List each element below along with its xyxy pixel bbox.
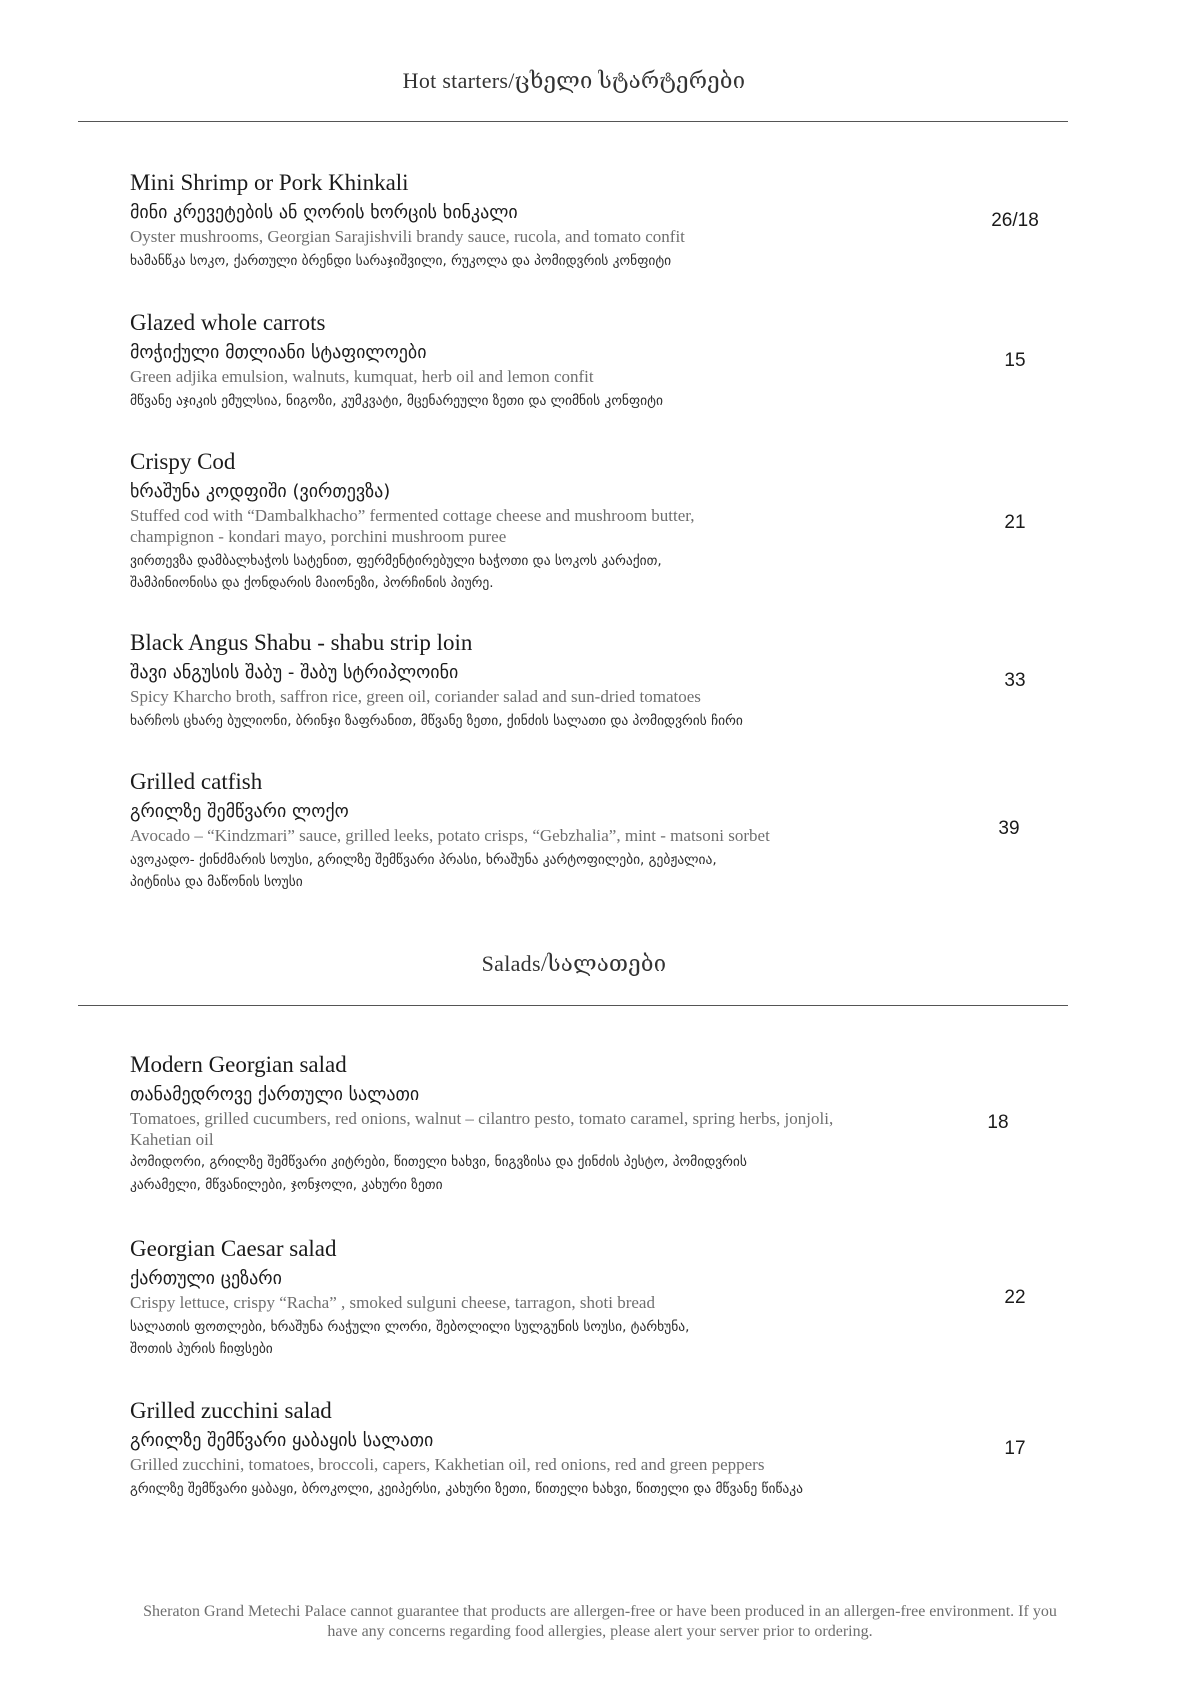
menu-item	[130, 628, 990, 733]
item-description-georgian: ავოკადო- ქინძმარის სოუსი, გრილზე შემწვარი პრასი, ხრაშუნა კარტოფილები, გებჟალია,	[130, 852, 717, 868]
item-name-georgian: შავი ანგუსის შაბუ - შაბუ სტრიპლოინი	[130, 662, 459, 683]
disclaimer-line: have any concerns regarding food allergies, please alert your server prior to ordering.	[327, 1623, 873, 1640]
item-description-georgian: ხამანწკა სოკო, ქართული ბრენდი სარაჯიშვილი, რუკოლა და პომიდვრის კონფიტი	[130, 253, 672, 269]
item-price: 39	[998, 818, 1020, 839]
item-name-georgian: ქართული ცეზარი	[130, 1268, 282, 1289]
item-name: Modern Georgian salad	[130, 1052, 347, 1077]
allergen-disclaimer	[70, 1602, 1130, 1642]
item-description-georgian: სალათის ფოთლები, ხრაშუნა რაჭული ლორი, შებოლილი სულგუნის სოუსი, ტარხუნა,	[130, 1319, 690, 1335]
item-name-georgian: თანამედროვე ქართული სალათი	[130, 1084, 420, 1105]
item-name: Grilled catfish	[130, 769, 263, 794]
item-name: Crispy Cod	[130, 449, 236, 474]
item-price: 21	[1004, 512, 1026, 533]
item-description: Crispy lettuce, crispy “Racha” , smoked sulguni cheese, tarragon, shoti bread	[130, 1293, 655, 1312]
disclaimer-line: Sheraton Grand Metechi Palace cannot guarantee that products are allergen-free or have been produced in an allergen-free environment. If you	[143, 1603, 1057, 1620]
menu-item	[130, 767, 990, 893]
item-description: Avocado – “Kindzmari” sauce, grilled leeks, potato crisps, “Gebzhalia”, mint - matsoni sorbet	[130, 826, 770, 845]
item-price: 18	[987, 1112, 1009, 1133]
menu-item	[130, 1050, 990, 1196]
section-title-salads: Salads/სალათები	[481, 951, 667, 976]
section-divider	[78, 1005, 1068, 1006]
item-price: 33	[1004, 670, 1026, 691]
item-description-georgian: შოთის პურის ჩიფსები	[130, 1341, 273, 1357]
item-description: Stuffed cod with “Dambalkhacho” fermented cottage cheese and mushroom butter,	[130, 506, 695, 525]
item-price: 15	[1004, 350, 1026, 371]
item-description: Oyster mushrooms, Georgian Sarajishvili brandy sauce, rucola, and tomato confit	[130, 227, 685, 246]
item-description: Kahetian oil	[130, 1130, 214, 1149]
item-description-georgian: პომიდორი, გრილზე შემწვარი კიტრები, წითელი ხახვი, ნიგვზისა და ქინძის პესტო, პომიდვრის	[130, 1154, 747, 1170]
item-name-georgian: მინი კრევეტების ან ღორის ხორცის ხინკალი	[130, 202, 518, 223]
menu-item	[130, 447, 990, 594]
item-description-georgian: ვირთევზა დამბალხაჭოს სატენით, ფერმენტირებული ხაჭოთი და სოკოს კარაქით,	[130, 553, 662, 569]
item-name: Black Angus Shabu - shabu strip loin	[130, 630, 473, 655]
item-name-georgian: გრილზე შემწვარი ყაბაყის სალათი	[130, 1430, 434, 1451]
item-name-georgian: მოჭიქული მთლიანი სტაფილოები	[130, 342, 427, 363]
menu-item	[130, 308, 990, 413]
section-divider	[78, 121, 1068, 122]
item-description: Grilled zucchini, tomatoes, broccoli, capers, Kakhetian oil, red onions, red and green peppers	[130, 1455, 765, 1474]
item-name: Mini Shrimp or Pork Khinkali	[130, 170, 409, 195]
item-description: Spicy Kharcho broth, saffron rice, green oil, coriander salad and sun-dried tomatoes	[130, 687, 701, 706]
item-description-georgian: ხარჩოს ცხარე ბულიონი, ბრინჯი ზაფრანით, მწვანე ზეთი, ქინძის სალათი და პომიდვრის ჩირი	[130, 713, 743, 729]
item-description-georgian: პიტნისა და მაწონის სოუსი	[130, 874, 303, 890]
item-name-georgian: გრილზე შემწვარი ლოქო	[130, 801, 349, 822]
item-name: Grilled zucchini salad	[130, 1398, 332, 1423]
item-price: 26/18	[991, 210, 1039, 231]
item-name: Glazed whole carrots	[130, 310, 326, 335]
item-description: champignon - kondari mayo, porchini mushroom puree	[130, 527, 507, 546]
item-price: 17	[1004, 1438, 1026, 1459]
menu-item	[130, 1396, 990, 1501]
item-description: Tomatoes, grilled cucumbers, red onions, walnut – cilantro pesto, tomato caramel, spring herbs, jonjoli,	[130, 1109, 834, 1128]
menu-item	[130, 168, 990, 273]
menu-item	[130, 1234, 990, 1360]
item-description-georgian: მწვანე აჯიკის ემულსია, ნიგოზი, კუმკვატი, მცენარეული ზეთი და ლიმნის კონფიტი	[130, 393, 663, 409]
section-title-hot-starters: Hot starters/ცხელი სტარტერები	[402, 68, 746, 93]
item-description-georgian: გრილზე შემწვარი ყაბაყი, ბროკოლი, კეიპერსი, კახური ზეთი, წითელი ხახვი, წითელი და მწვანე წიწაკა	[130, 1481, 804, 1497]
item-description: Green adjika emulsion, walnuts, kumquat, herb oil and lemon confit	[130, 367, 594, 386]
item-description-georgian: კარამელი, მწვანილები, ჯონჯოლი, კახური ზეთი	[130, 1177, 443, 1193]
item-name: Georgian Caesar salad	[130, 1236, 337, 1261]
item-price: 22	[1004, 1287, 1026, 1308]
item-name-georgian: ხრაშუნა კოდფიში (ვირთევზა)	[130, 481, 391, 502]
item-description-georgian: შამპინიონისა და ქონდარის მაიონეზი, პორჩინის პიურე.	[130, 575, 494, 591]
